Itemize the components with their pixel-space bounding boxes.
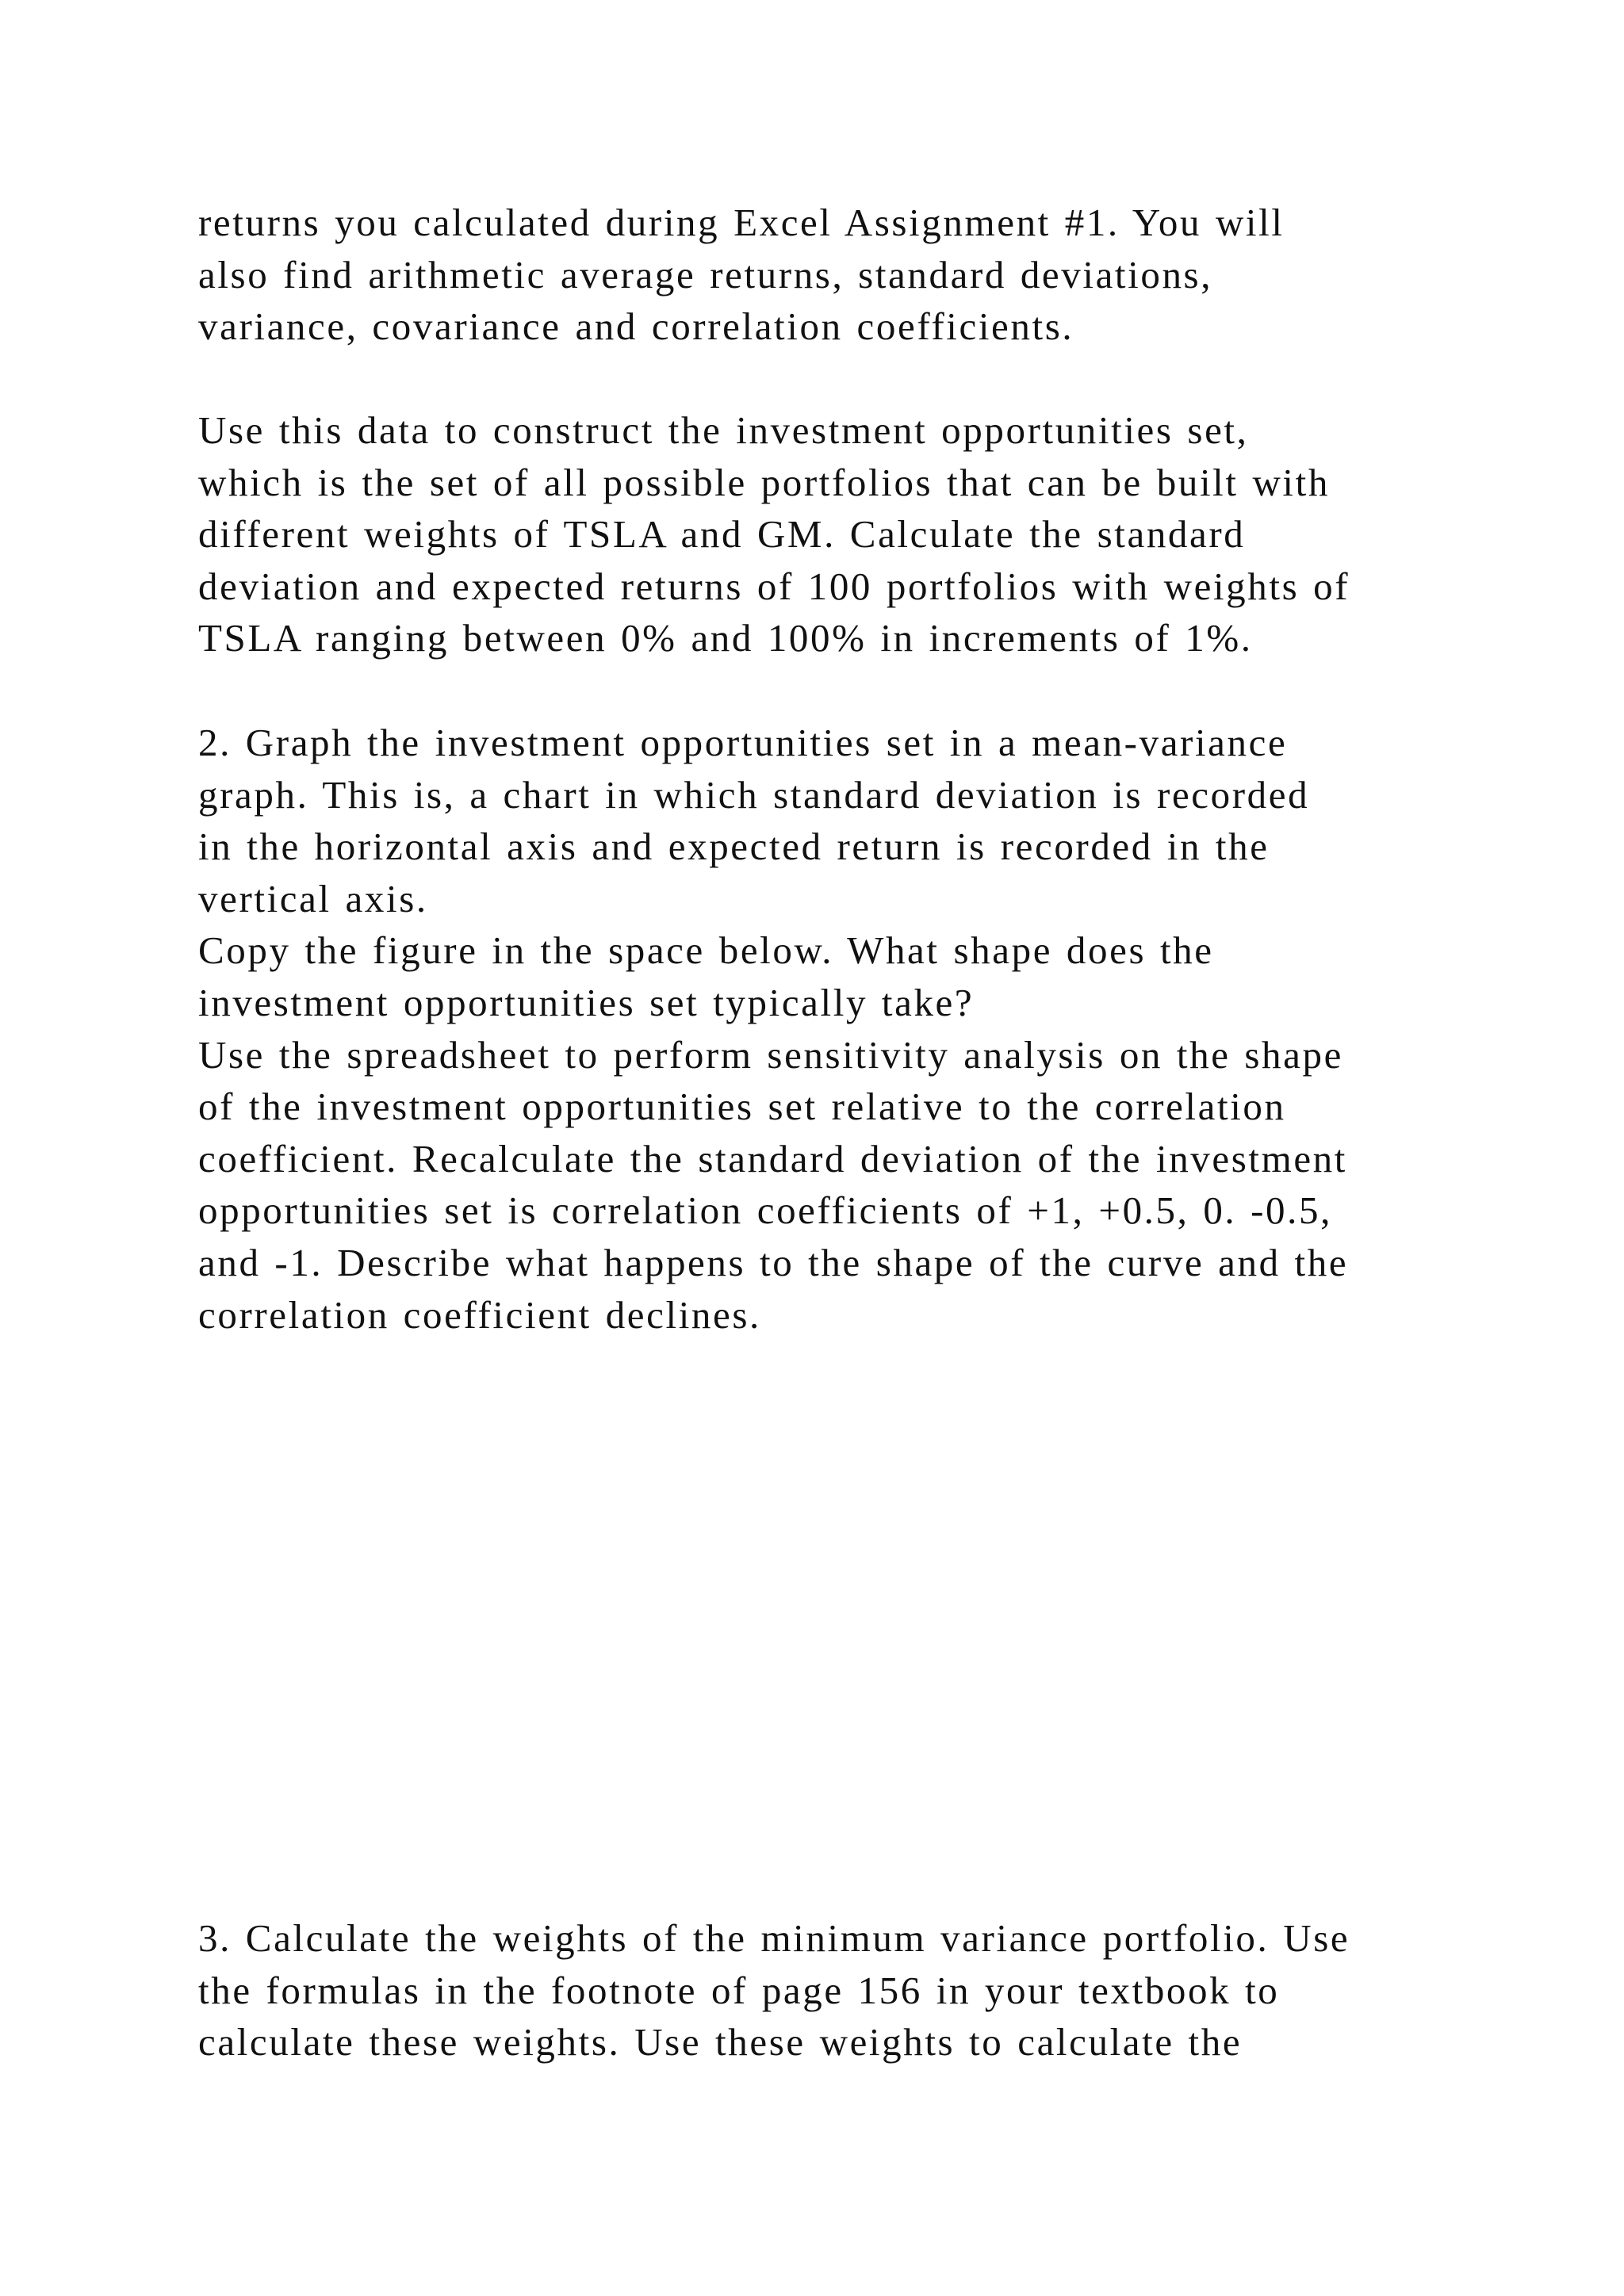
text-line: Use this data to construct the investment opportunities set, — [198, 408, 1249, 452]
text-line: and -1. Describe what happens to the shape of the curve and the — [198, 1240, 1349, 1284]
text-line: of the investment opportunities set relative to the correlation — [198, 1085, 1286, 1129]
text-line: investment opportunities set typically take? — [198, 980, 975, 1024]
text-line: Copy the figure in the space below. What shape does the — [198, 928, 1214, 973]
text-line: graph. This is, a chart in which standard deviation is recorded — [198, 772, 1310, 817]
text-line: in the horizontal axis and expected return is recorded in the — [198, 825, 1270, 869]
text-line: deviation and expected returns of 100 portfolios with weights of — [198, 564, 1350, 608]
text-line: vertical axis. — [198, 876, 428, 920]
text-line: also find arithmetic average returns, standard deviations, — [198, 252, 1213, 297]
text-line: opportunities set is correlation coefficients of +1, +0.5, 0. -0.5, — [198, 1188, 1332, 1233]
text-line: coefficient. Recalculate the standard deviation of the investment — [198, 1136, 1347, 1181]
text-line: Use the spreadsheet to perform sensitivity analysis on the shape — [198, 1032, 1343, 1077]
paragraph-question-2-graph — [198, 717, 1499, 1341]
text-line: returns you calculated during Excel Assignment #1. You will — [198, 201, 1285, 244]
paragraph-intro — [198, 197, 1499, 353]
text-line: 2. Graph the investment opportunities set in a mean-variance — [198, 721, 1288, 764]
text-line: which is the set of all possible portfolios that can be built with — [198, 460, 1330, 504]
text-line: variance, covariance and correlation coefficients. — [198, 304, 1074, 349]
text-line: 3. Calculate the weights of the minimum variance portfolio. Use — [198, 1916, 1350, 1960]
text-line: the formulas in the footnote of page 156 in your textbook to — [198, 1968, 1280, 2012]
text-line: TSLA ranging between 0% and 100% in increments of 1%. — [198, 616, 1253, 660]
paragraph-question-3-min-variance — [198, 1912, 1499, 2068]
paragraph-construct-opportunity-set — [198, 404, 1499, 664]
text-line: correlation coefficient declines. — [198, 1292, 761, 1337]
text-line: different weights of TSLA and GM. Calculate the standard — [198, 512, 1246, 557]
text-line: calculate these weights. Use these weights to calculate the — [198, 2020, 1243, 2064]
